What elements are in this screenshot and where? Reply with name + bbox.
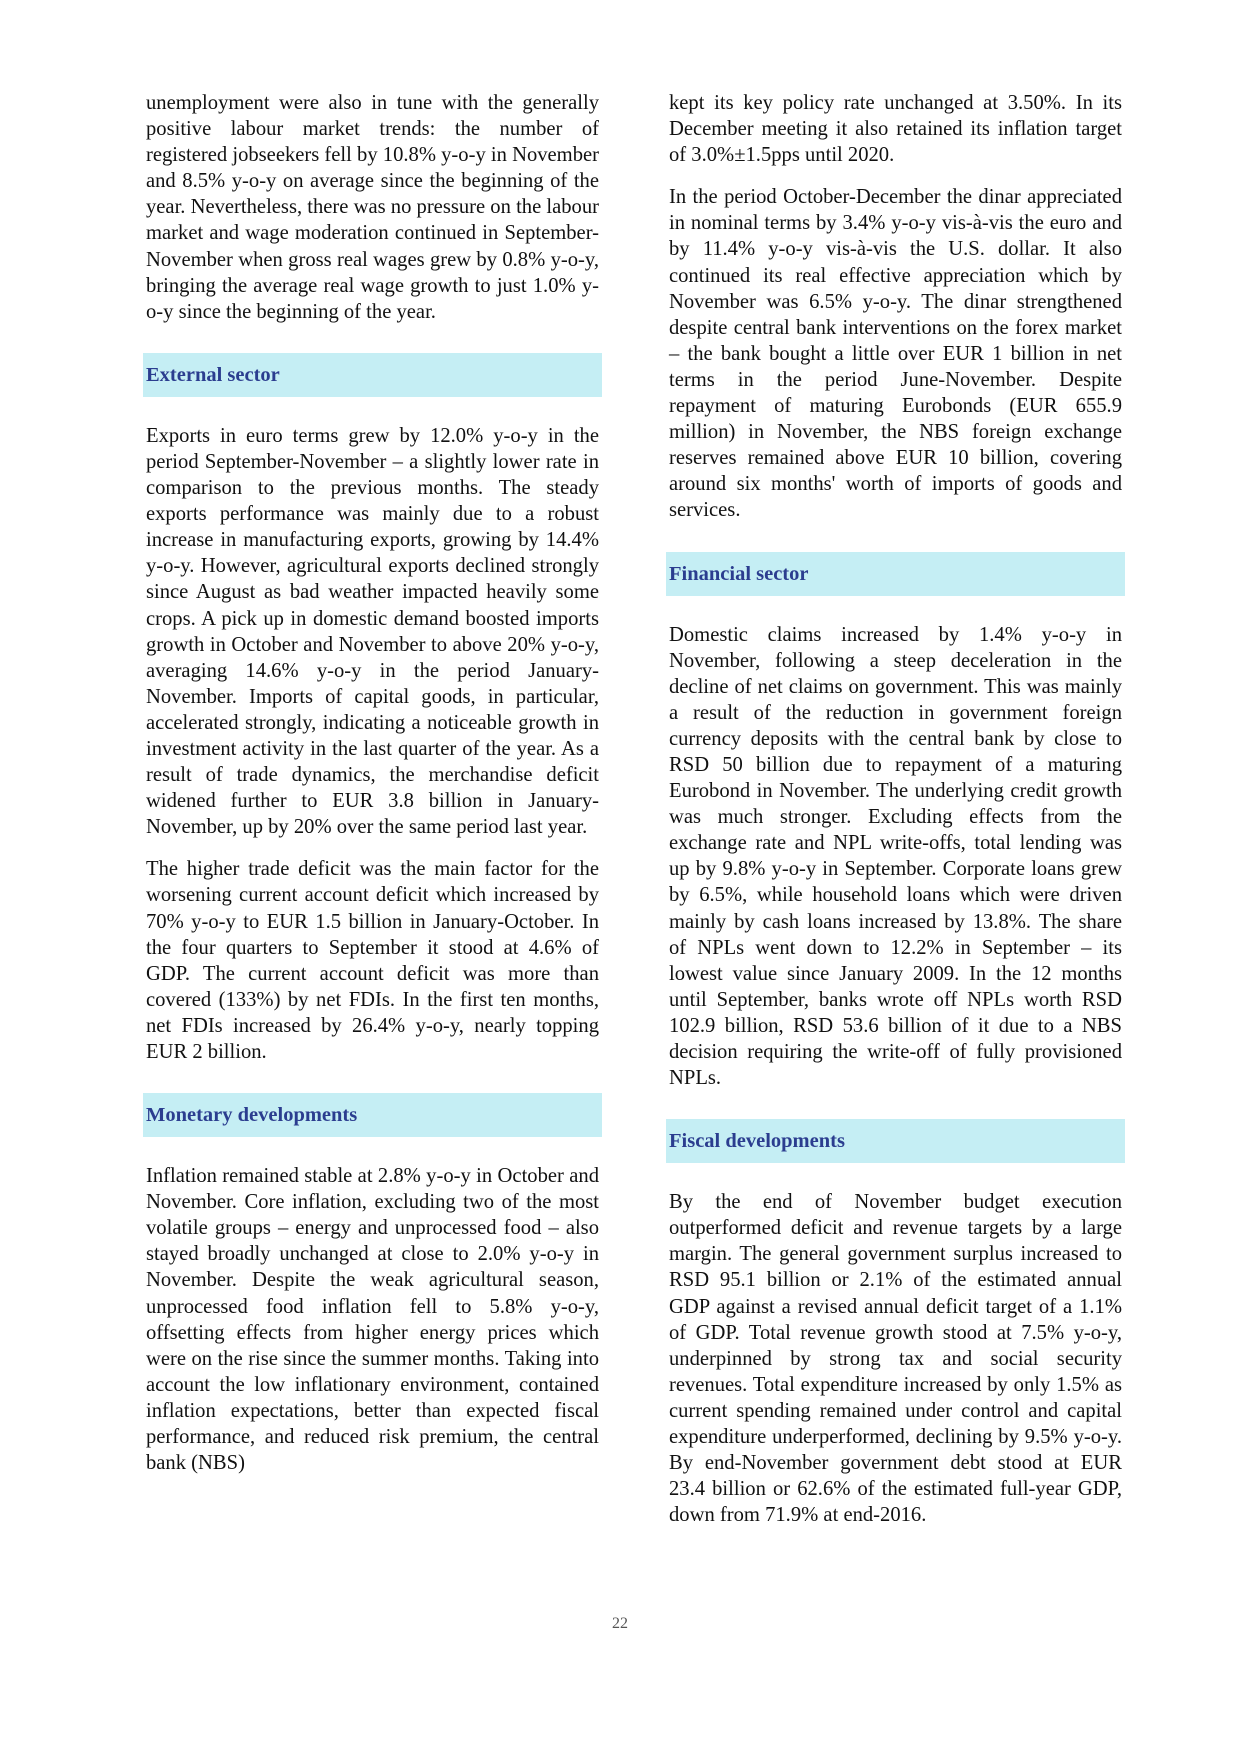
page-number: 22 xyxy=(612,1615,628,1632)
exchange-rate-paragraph: In the period October-December the dinar appreciated in nominal terms by 3.4% y-o-y vis-à-vis the euro and by 11.4% y-o-y vis-à-vis the U.S. dollar. It also continued its real effective appreciation which by November was 6.5% y-o-y. The dinar strengthened despite central bank interventions on the forex market – the bank bought a little over EUR 1 billion in net terms in the period June-November. Despite repayment of maturing Eurobonds (EUR 655.9 million) in November, the NBS foreign exchange reserves remained above EUR 10 billion, covering around six months' worth of imports of goods and services. xyxy=(669,186,1122,522)
current-account-paragraph: The higher trade deficit was the main factor for the worsening current account deficit which increased by 70% y-o-y to EUR 1.5 billion in January-October. In the four quarters to September it stood at 4.6% of GDP. The current account deficit was more than covered (133%) by net FDIs. In the first ten months, net FDIs increased by 26.4% y-o-y, nearly topping EUR 2 billion. xyxy=(146,858,599,1063)
external-sector-heading: External sector xyxy=(143,353,602,397)
budget-execution-paragraph: By the end of November budget execution outperformed deficit and revenue targets by a large margin. The general government surplus increased to RSD 95.1 billion or 2.1% of the estimated annual GDP against a revised annual deficit target of a 1.1% of GDP. Total revenue growth stood at 7.5% y-o-y, underpinned by strong tax and social security revenues. Total expenditure increased by only 1.5% as current spending remained under control and capital expenditure underperformed, declining by 9.5% y-o-y. By end-November government debt stood at EUR 23.4 billion or 62.6% of the estimated full-year GDP, down from 71.9% at end-2016. xyxy=(669,1191,1122,1527)
policy-rate-paragraph: kept its key policy rate unchanged at 3.50%. In its December meeting it also retained its inflation target of 3.0%±1.5pps until 2020. xyxy=(669,92,1122,167)
labour-market-paragraph: unemployment were also in tune with the generally positive labour market trends: the number of registered jobseekers fell by 10.8% y-o-y in November and 8.5% y-o-y on average since the beginning of the year. Nevertheless, there was no pressure on the labour market and wage moderation continued in September-November when gross real wages grew by 0.8% y-o-y, bringing the average real wage growth to just 1.0% y-o-y since the beginning of the year. xyxy=(146,92,599,323)
right-column xyxy=(669,90,1122,1544)
monetary-developments-heading: Monetary developments xyxy=(143,1093,602,1137)
left-column xyxy=(146,90,599,1492)
exports-paragraph: Exports in euro terms grew by 12.0% y-o-y in the period September-November – a slightly lower rate in comparison to the previous months. The steady exports performance was mainly due to a robust increase in manufacturing exports, growing by 14.4% y-o-y. However, agricultural exports declined strongly since August as bad weather impacted heavily some crops. A pick up in domestic demand boosted imports growth in October and November to above 20% y-o-y, averaging 14.6% y-o-y in the period January-November. Imports of capital goods, in particular, accelerated strongly, indicating a noticeable growth in investment activity in the last quarter of the year. As a result of trade dynamics, the merchandise deficit widened further to EUR 3.8 billion in January-November, up by 20% over the same period last year. xyxy=(146,424,599,839)
domestic-claims-paragraph: Domestic claims increased by 1.4% y-o-y in November, following a steep deceleration in the decline of net claims on government. This was mainly a result of the reduction in government foreign currency deposits with the central bank by close to RSD 50 billion due to repayment of a maturing Eurobond in November. The underlying credit growth was much stronger. Excluding effects from the exchange rate and NPL write-offs, total lending was up by 9.8% y-o-y in September. Corporate loans grew by 6.5%, while household loans which were driven mainly by cash loans increased by 13.8%. The share of NPLs went down to 12.2% in September – its lowest value since January 2009. In the 12 months until September, banks wrote off NPLs worth RSD 102.9 billion, RSD 53.6 billion of it due to a NBS decision requiring the write-off of fully provisioned NPLs. xyxy=(669,623,1122,1090)
inflation-paragraph: Inflation remained stable at 2.8% y-o-y in October and November. Core inflation, excluding two of the most volatile groups – energy and unprocessed food – also stayed broadly unchanged at close to 2.0% y-o-y in November. Despite the weak agricultural season, unprocessed food inflation fell to 5.8% y-o-y, offsetting effects from higher energy prices which were on the rise since the summer months. Taking into account the low inflationary environment, contained inflation expectations, better than expected fiscal performance, and reduced risk premium, the central bank (NBS) xyxy=(146,1165,599,1475)
fiscal-developments-heading: Fiscal developments xyxy=(666,1119,1125,1163)
financial-sector-heading: Financial sector xyxy=(666,552,1125,596)
